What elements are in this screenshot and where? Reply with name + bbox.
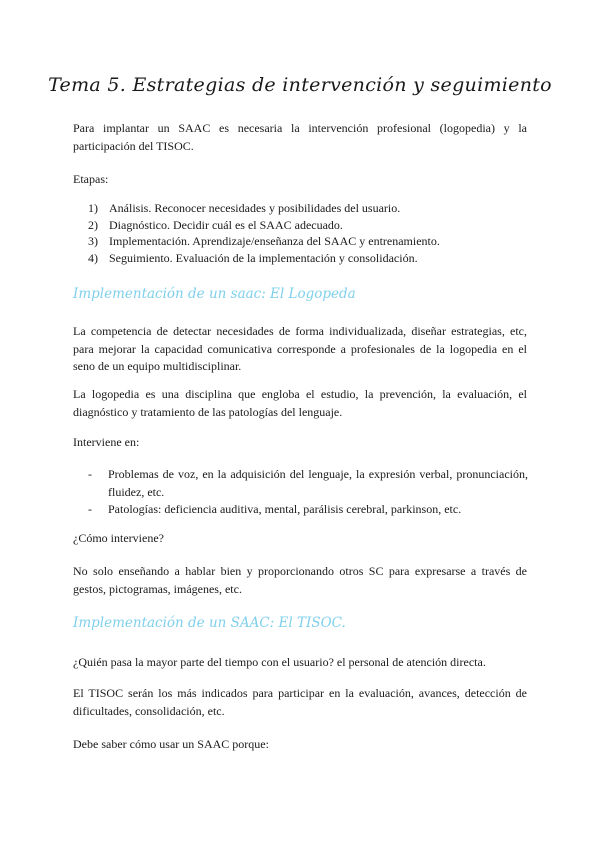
interviene-list [88,466,528,519]
etapas-list [88,200,528,266]
logopeda-paragraph-1: La competencia de detectar necesidades de forma individualizada, diseñar estrategias, etc, para mejorar la capacidad comunicativa corresponde a profesionales de la logopedia en el seno de un equipo multidisciplinar. [73,324,527,373]
tisoc-paragraph-3: Debe saber cómo usar un SAAC porque: [73,737,269,751]
list-item: 2) Diagnóstico. Decidir cuál es el SAAC adecuado. [88,217,343,232]
etapas-label: Etapas: [73,172,109,186]
question-paragraph: ¿Cómo interviene? [73,531,164,545]
list-item: 4) Seguimiento. Evaluación de la implementación y consolidación. [88,250,418,265]
intro-paragraph: Para implantar un SAAC es necesaria la intervención profesional (logopedia) y la participación del TISOC. [73,121,527,153]
list-item: 3) Implementación. Aprendizaje/enseñanza del SAAC y entrenamiento. [88,234,440,248]
section-heading-tisoc: Implementación de un SAAC: El TISOC. [73,615,346,631]
logopeda-paragraph-2: La logopedia es una disciplina que engloba el estudio, la prevención, la evaluación, el diagnóstico y tratamiento de las patologías del lenguaje. [73,387,527,419]
section-heading-logopeda: Implementación de un saac: El Logopeda [73,286,356,302]
page-title: Tema 5. Estrategias de intervención y seguimiento [48,74,552,96]
list-item: - Patologías: deficiencia auditiva, mental, parálisis cerebral, parkinson, etc. [88,502,462,516]
answer-paragraph: No solo enseñando a hablar bien y proporcionando otros SC para expresarse a través de gestos, pictogramas, imágenes, etc. [73,564,527,596]
tisoc-paragraph-1: ¿Quién pasa la mayor parte del tiempo con el usuario? el personal de atención directa. [73,655,486,669]
list-item: 1) Análisis. Reconocer necesidades y posibilidades del usuario. [88,201,401,215]
interviene-label: Interviene en: [73,435,140,449]
list-item: - Problemas de voz, en la adquisición del lenguaje, la expresión verbal, pronunciación, fluidez, etc. [88,467,528,499]
tisoc-paragraph-2: El TISOC serán los más indicados para participar en la evaluación, avances, detección de dificultades, consolidación, etc. [73,686,527,718]
